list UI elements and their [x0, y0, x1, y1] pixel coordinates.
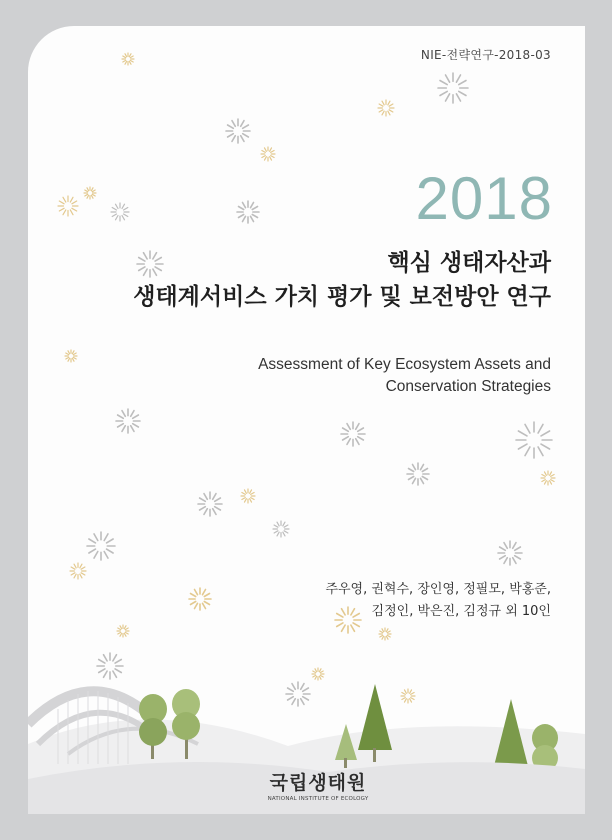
snowflake-icon — [111, 203, 129, 221]
korean-title-line-1: 핵심 생태자산과 — [387, 250, 551, 276]
english-title-line-1: Assessment of Key Ecosystem Assets and — [258, 356, 551, 373]
snowflake-icon — [87, 532, 115, 560]
report-year: 2018 — [415, 165, 553, 232]
snowflake-icon — [84, 187, 96, 199]
korean-title-line-2: 생태계서비스 가치 평가 및 보전방안 연구 — [133, 284, 551, 310]
snowflake-icon — [198, 492, 222, 516]
snowflake-icon — [407, 463, 429, 485]
snowflake-icon — [226, 119, 250, 143]
snowflake-icon — [65, 350, 77, 362]
snowflake-icon — [378, 100, 394, 116]
snowflake-icon — [117, 625, 129, 637]
cover-page — [28, 26, 585, 814]
institute-name-korean: 국립생태원 — [269, 772, 367, 794]
snowflake-icon — [438, 73, 468, 103]
institute-logo — [258, 768, 378, 802]
snowflake-icon — [379, 628, 391, 640]
snowflake-icon — [122, 53, 134, 65]
authors-line-2: 김정인, 박은진, 김정규 외 10인 — [371, 604, 551, 619]
snowflake-icon — [261, 147, 275, 161]
snowflake-icon — [241, 489, 255, 503]
institute-name-english: NATIONAL INSTITUTE OF ECOLOGY — [267, 796, 369, 802]
authors — [325, 579, 551, 623]
snowflake-icon — [498, 541, 522, 565]
snowflake-icon — [189, 588, 211, 610]
korean-title — [133, 246, 551, 314]
snowflake-icon — [237, 201, 259, 223]
snowflake-icon — [341, 422, 365, 446]
english-title-line-2: Conservation Strategies — [385, 378, 551, 395]
snowflake-icon — [273, 521, 289, 537]
authors-line-1: 주우영, 권혁수, 장인영, 정필모, 박홍준, — [325, 582, 551, 597]
snowflake-icon — [116, 409, 140, 433]
snowflake-icon — [516, 422, 552, 458]
report-number: NIE-전략연구-2018-03 — [420, 48, 551, 62]
snowflake-icon — [541, 471, 555, 485]
english-title — [258, 354, 551, 398]
snowflake-icon — [70, 563, 86, 579]
snowflake-icon — [58, 196, 78, 216]
